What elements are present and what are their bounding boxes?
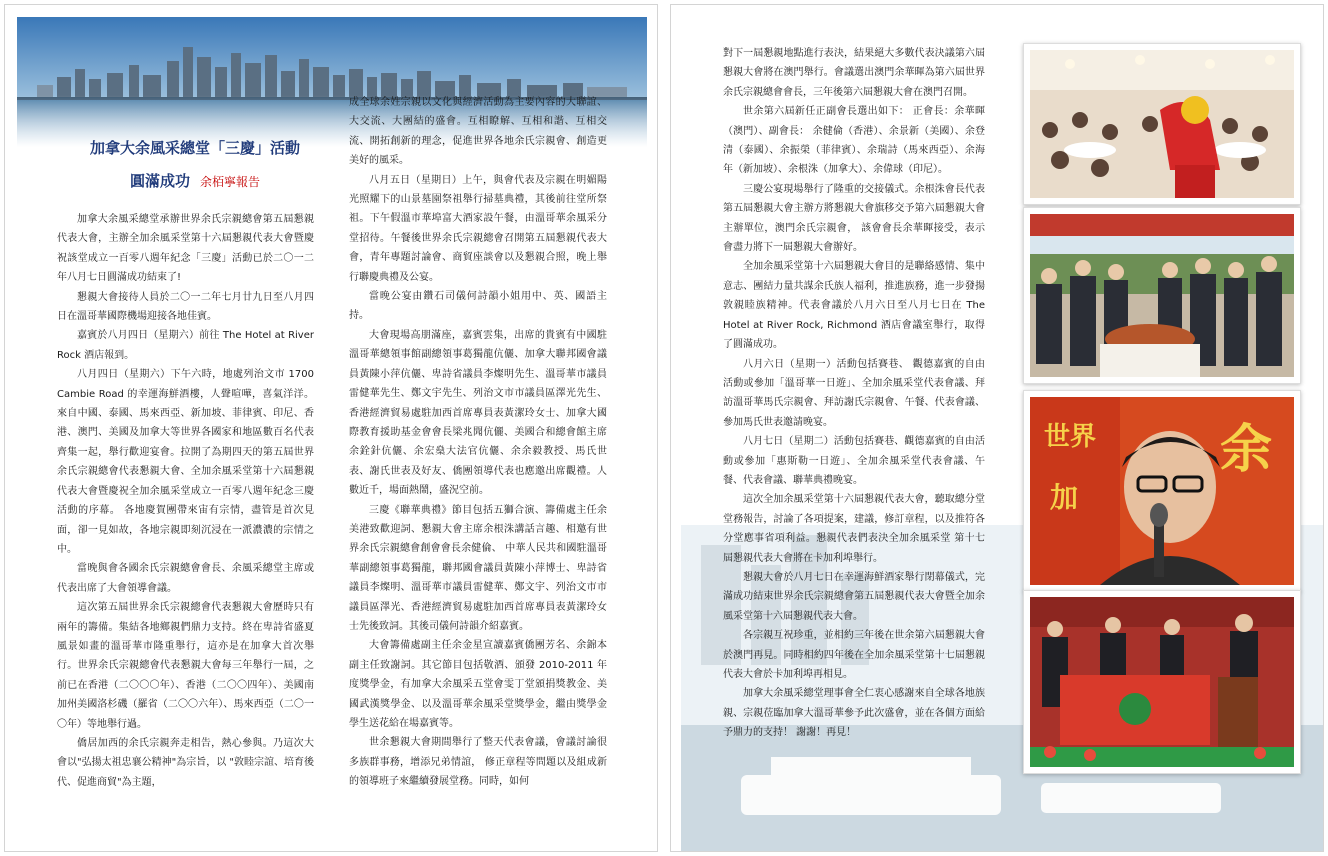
left-page (4, 4, 658, 852)
article-title-line2 (45, 170, 345, 191)
right-column-1 (723, 44, 985, 743)
paragraph: 世余懇親大會期間舉行了整天代表會議，會議討論很多族群事務，增添兄弟情誼， 修正章程等問題以及組成新的領導班子來繼續發展堂務。同時，如何 (349, 737, 607, 788)
paragraph: 八月五日（星期日）上午，與會代表及宗親在明媚陽光照耀下的山景墓園祭祖舉行掃墓典禮，其後前往堂所祭祖。下午假溫市華埠富大酒家設午餐，由溫哥華余風采分堂招待。午餐後世界余氏宗親總會召開第五屆懇親代表大會，青年專題討論會、商貿座談會以及懇親合照，晚上舉行聯慶典禮及公宴。 (349, 174, 607, 283)
reporter-byline: 余栢寧報告 (200, 175, 261, 189)
left-column-1 (57, 210, 314, 792)
article-title-line1: 加拿大余風采總堂「三慶」活動 (89, 139, 300, 157)
paragraph: 八月六日（星期一）活動包括賽巷、 觀德嘉賓的自由活動或參加「溫哥華一日遊」、全加余風采堂代表會議、拜訪溫哥華馬氏宗親會、拜訪謝氏宗親會、午餐、代表會議、參加馬氏世表邀請晚宴。 (723, 358, 985, 428)
paragraph: 當晚與會各國余氏宗親總會會長、余風采總堂主席或代表出席了大會領導會議。 (57, 563, 314, 594)
paragraph: 三慶公宴現場舉行了隆重的交接儀式。余根洙會長代表第五屆懇親大會主辦方將懇親大會旗移交予第六屆懇親大會主辦單位，澳門余氏宗親會， 該會會長余華暉接受，表示會盡力將下一屆懇親大會辦好。 (723, 183, 985, 254)
paragraph: 八月七日（星期二）活動包括賽巷、觀德嘉賓的自由活動或參加「惠斯勒一日遊」、全加余風采堂代表會議、午餐、代表會議、聯華典禮晚宴。 (723, 436, 985, 486)
paragraph: 當晚公宴由鑽石司儀何詩韻小姐用中、英、國語主持。 (349, 291, 607, 322)
paragraph: 這次第五屆世界余氏宗親總會代表懇親大會歷時只有兩年的籌備。集結各地鄉親們鼎力支持。終在卑詩省盛夏風景如畫的溫哥華市隆重舉行，這亦是在加拿大首次舉行。世界余氏宗親總會代表懇親大會每三年舉行一屆，之前已在香港（二〇〇〇年）、香港（二〇〇四年）、美國南加州美國洛杉磯（羅省（二〇〇六年）、馬來西亞（二〇一〇年）等地舉行過。 (57, 602, 314, 730)
flag-handover-stage-photo (1023, 590, 1301, 774)
backdrop-text-jia: 加 (1050, 481, 1079, 514)
paragraph: 僑居加西的余氏宗親奔走相告，熱心參與。乃這次大會以"弘揚太祖忠襄公精神"為宗旨，以 "敦睦宗誼、培育後代、促進商貿"為主題， (57, 737, 314, 788)
paragraph: 全加余風采堂第十六屆懇親大會目的是聯絡感情、集中意志、團結力量共謀余氏族人福利，推進族務，進一步發揚敦親睦族精神。代表會議於八月六日至八月七日在 The Hotel at River Rock, Richmond 酒店會議室舉行，取得了圓滿成功。 (723, 261, 985, 351)
paragraph: 懇親大會接待人員於二〇一二年七月廿九日至八月四日在溫哥華國際機場迎接各地佳賓。 (57, 291, 314, 323)
banquet-lion-dance-photo (1023, 43, 1301, 205)
paragraph: 加拿大余風采總堂理事會全仁衷心感謝來自全球各地族親、宗親莅臨加拿大溫哥華參予此次盛會，並在各個方面給予鼎力的支持！ 謝謝！再見！ (723, 688, 985, 739)
paragraph: 加拿大余風采總堂承辦世界余氏宗親總會第五屆懇親代表大會，主辦全加余風采堂第十六屆懇親代表大會暨慶祝該堂成立一百零八週年紀念「三慶」活動已於二〇一二年八月七日圓滿成功結束了! (57, 214, 314, 284)
title-line2-text: 圓滿成功 (129, 172, 190, 190)
paragraph: 嘉賓於八月四日（星期六）前往 The Hotel at River Rock 酒店報到。 (57, 330, 314, 361)
paragraph: 大會現場高朋滿座，嘉賓雲集，出席的貴賓有中國駐溫哥華總領事館副總領事葛獨龍伉儷、加拿大聯邦國會議員黃陳小萍伉儷、卑詩省議員李燦明先生、溫哥華市議員雷健華先生、鄭文宇先生、列治文市市議員區澤光先生、香港經濟貿易處駐加西首席專員表黃潔玲女士、加拿大國際教育援助基金會會長梁兆聞伉儷、美國合和總會館主席余銓針伉儷、余宏燊大法官伉儷、余余毅教授、馬氏世表、謝氏世表及好友、僑團領導代表也應邀出席觀禮。人數近千，場面熱鬧，盛況空前。 (349, 329, 607, 497)
paragraph: 對下一屆懇親地點進行表決，結果絕大多數代表決議第六屆懇親大會將在澳門舉行。會議選出澳門余華暉為第六屆世界余氏宗親總會會長，三年後第六屆懇親大會在澳門召開。 (723, 48, 985, 98)
right-page (670, 4, 1324, 852)
paragraph: 大會籌備處副主任余金星宣讀嘉賓僑團芳名、余錦本副主任致謝詞。其它節目包括敬酒、頒發 2010-2011 年度獎學金，有加拿大余風采五堂會雯丁堂頒捐獎教金、美國武漢獎學金、以及溫哥華余風采堂獎學金，繼由獎學金學生送花給在場嘉賓等。 (349, 640, 607, 729)
paragraph: 懇親大會於八月七日在幸運海鮮酒家舉行閉幕儀式，完滿成功結束世界余氏宗親總會第五屆懇親代表大會暨全加余風采堂第十六屆懇親代表大會。 (723, 571, 985, 622)
paragraph: 三慶《聯華典禮》節目包括五獅合演、籌備處主任余美港致歡迎詞、懇親大會主席余根洙講話言趣、相邀有世界余氏宗親總會創會會長余健倫、 中華人民共和國駐溫哥華副總領事葛獨龍，聯邦國會議員黃陳小萍博士、卑詩省議員李燦明、溫哥華市議員雷健華、鄭文宇、列治文市市議員區澤光、香港經濟貿易處駐加西首席專員表黃潔玲女士先後致詞。其後司儀何詩韻介紹嘉賓。 (349, 504, 607, 632)
paragraph: 這次全加余風采堂第十六屆懇親代表大會，聽取總分堂堂務報告，討論了各項提案，建議，修訂章程，以及推符各分堂應事省項利益。懇親代表們表決全加余風采堂 第十七屆懇親代表大會將在卡加利埠舉行。 (723, 494, 985, 564)
backdrop-text-world: 世界 (1044, 422, 1097, 452)
paragraph: 世余第六屆新任正副會長選出如下： 正會長：余華暉（澳門）、副會長： 余健倫（香港）、余景新（美國）、余登清（泰國）、余振榮（菲律賓）、余瑞詩（馬來西亞）、余海年（新加坡）、余根洙（加拿大）、余偉球（印尼）。 (723, 106, 985, 176)
paragraph: 八月四日（星期六）下午六時，地處列治文市 1700 Cambie Road 的幸運海鮮酒樓，人聲喧嘩，喜氣洋洋。來自中國、泰國、馬來西亞、新加坡、菲律賓、印尼、香港、澳門、美國及加拿大等世界各國家和地區數百名代表齊集一起，舉行歡迎宴會。拉開了為期四天的第五屆世界余氏宗親總會代表懇親大會、全加余風采堂第十六屆懇親代表大會暨慶祝全加余風采堂成立一百零八週年紀念三慶活動的序幕。 各地慶賀團帶來宙有宗情，盡管是首次見面，卻一見如故，各地宗親即刻沉浸在一派濃濃的宗情之中。 (57, 369, 314, 555)
paragraph: 成全球余姓宗親以文化與經濟活動為主要內容的大聯誼、大交流、大團結的盛會。互相瞭解、互相和諧、互相交流、開拓創新的理念，促進世界各地余氏宗親會、創造更美好的風采。 (349, 97, 607, 167)
dignitaries-roast-pig-photo (1023, 207, 1301, 384)
left-column-2 (349, 93, 607, 792)
backdrop-text-yu: 余 (1220, 420, 1273, 480)
paragraph: 各宗親互祝珍重，並相約三年後在世余第六屆懇親大會於澳門再見。同時相約四年後在全加余風采堂第十七屆懇親代表大會於卡加利埠再相見。 (723, 630, 985, 680)
woman-speaker-microphone-photo (1023, 390, 1301, 592)
